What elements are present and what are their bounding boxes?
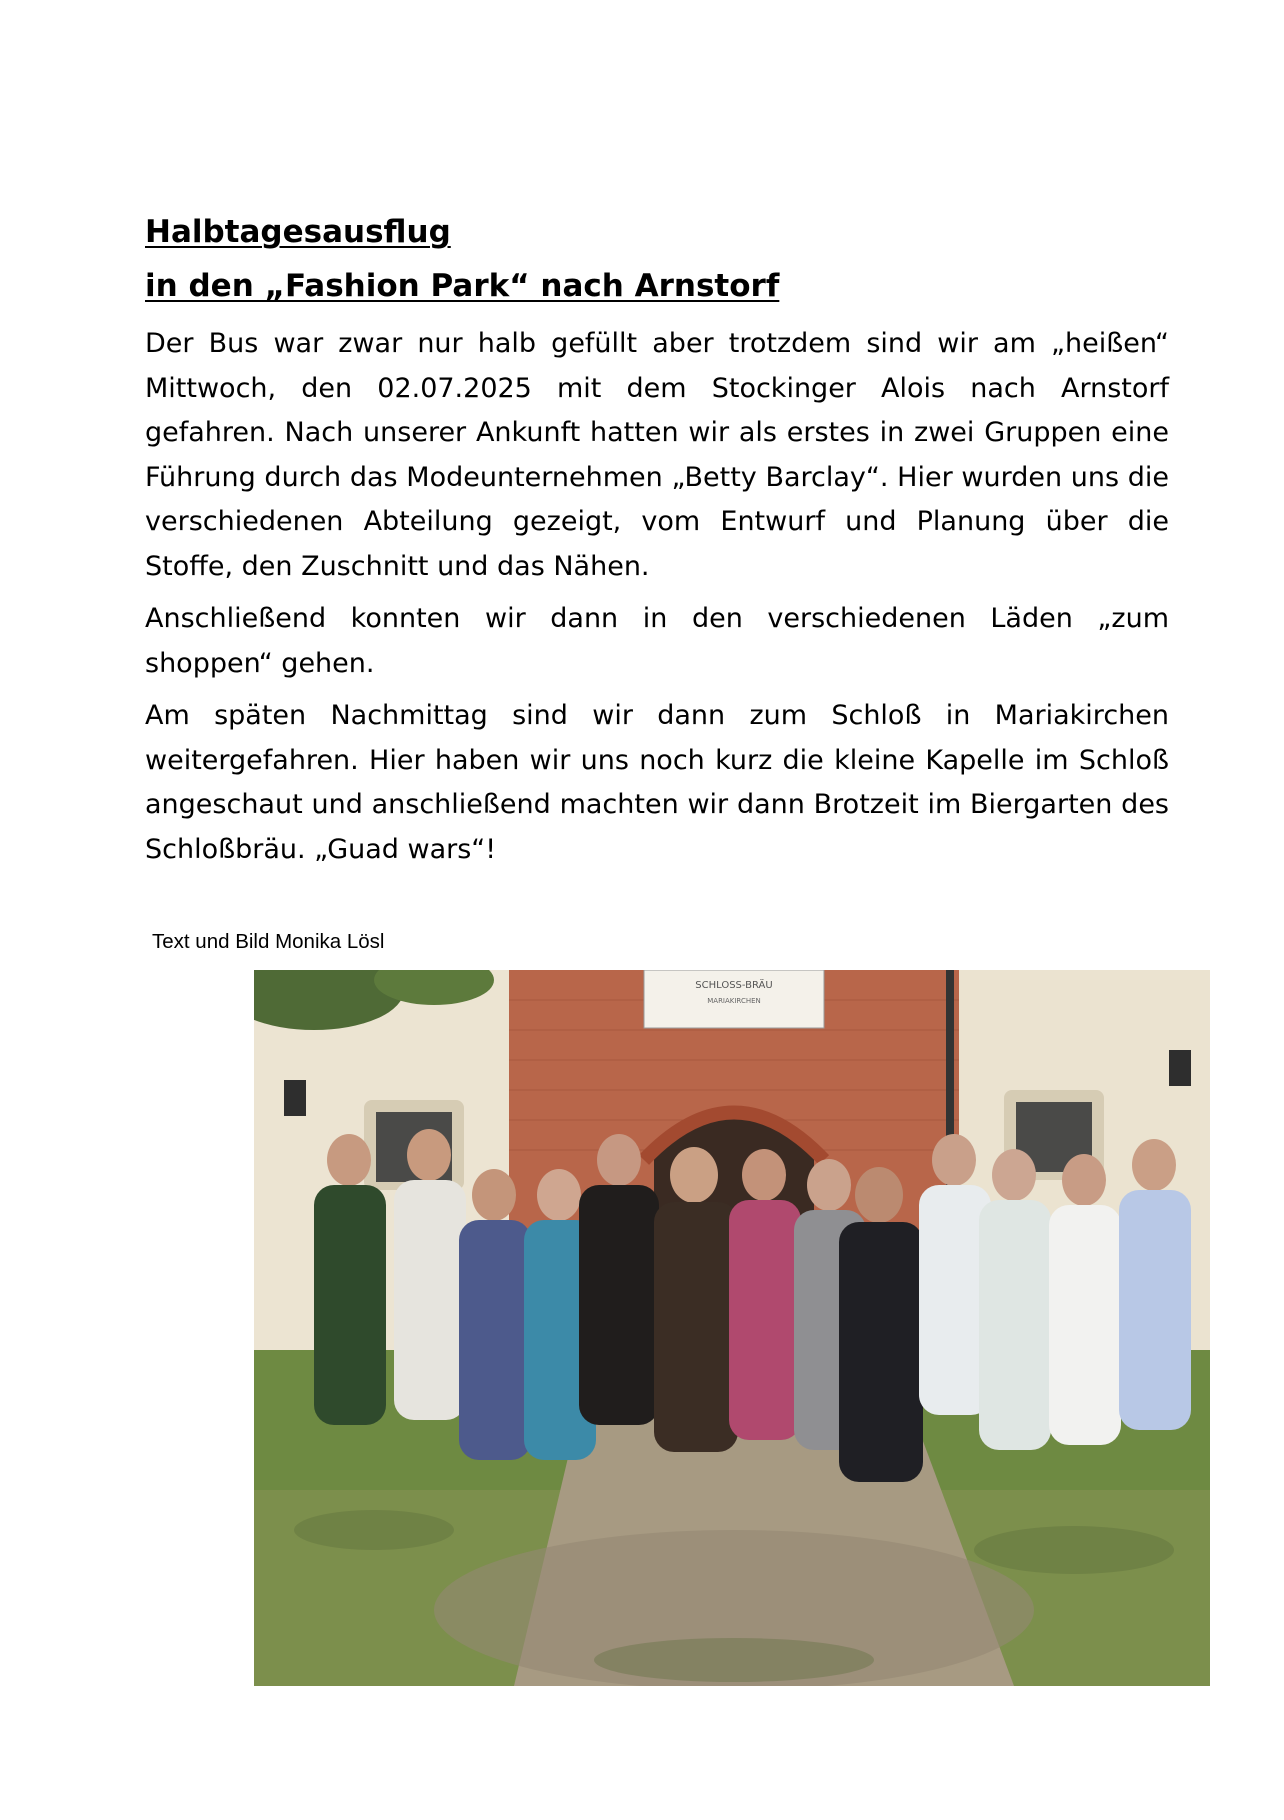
group-photo [254,970,1210,1686]
title-line-1: Halbtagesausflug [145,214,451,250]
sign-text-2: MARIAKIRCHEN [707,997,761,1005]
paragraph-2: Anschließend konnten wir dann in den verschiedenen Läden „zum shoppen“ gehen. [145,603,1169,679]
sign-text-1: SCHLOSS-BRÄU [695,980,773,991]
title-line-2: in den „Fashion Park“ nach Arnstorf [145,268,780,304]
paragraph-3: Am späten Nachmittag sind wir dann zum Schloß in Mariakirchen weitergefahren. Hier haben wir uns noch kurz die kleine Kapelle im Schloß angeschaut und anschließend machten wir dann Brotzeit im Biergarten des Schloßbräu. „Guad wars“! [145,700,1169,865]
paragraph-1: Der Bus war zwar nur halb gefüllt aber trotzdem sind wir am „heißen“ Mittwoch, den 02.07.2025 mit dem Stockinger Alois nach Arnstorf gefahren. Nach unserer Ankunft hatten wir als erstes in zwei Gruppen eine Führung durch das Modeunternehmen „Betty Barclay“. Hier wurden uns die verschiedenen Abteilung gezeigt, vom Entwurf und Planung über die Stoffe, den Zuschnitt und das Nähen. [145,328,1169,582]
photo-caption: Text und Bild Monika Lösl [152,930,385,953]
article-body [145,322,1169,880]
